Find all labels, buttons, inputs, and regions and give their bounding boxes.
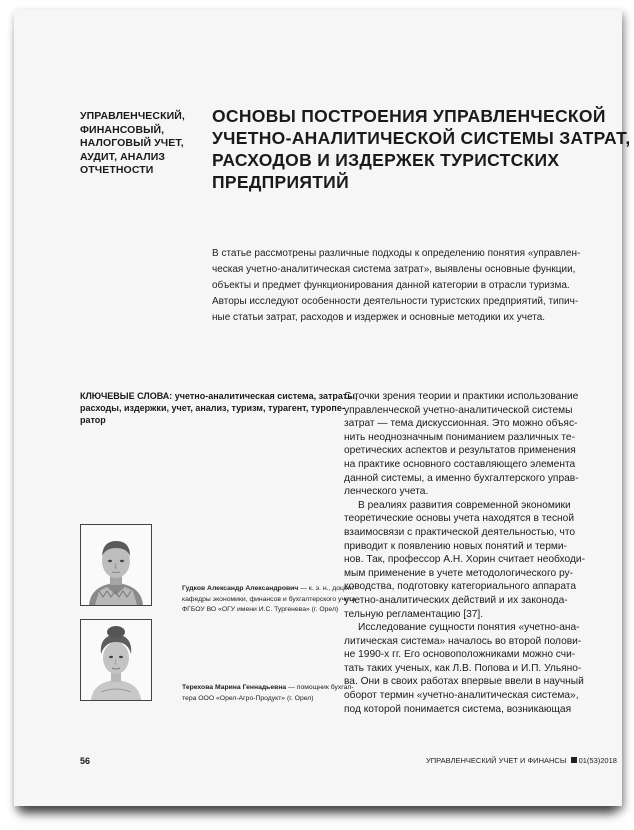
body-line: под которой понимается система, возникающая xyxy=(344,703,572,715)
section-line: НАЛОГОВЫЙ УЧЕТ, xyxy=(80,137,184,149)
journal-page xyxy=(14,10,631,806)
author-photo-2 xyxy=(80,619,152,701)
author-position: — помощник бухгал- xyxy=(286,684,354,691)
body-line: нить неоднозначным пониманием различных те- xyxy=(344,431,575,443)
body-line: не 1990-х гг. Его основоположниками можно счи- xyxy=(344,649,576,661)
author-affiliation: тера ООО «Орел-Агро-Продукт» (г. Орел) xyxy=(182,694,314,702)
woman-portrait-icon xyxy=(81,620,151,700)
author-affiliation: кафедры экономики, финансов и бухгалтерского учета xyxy=(182,595,356,603)
author-affiliation: ФГБОУ ВО «ОГУ имени И.С. Тургенева» (г. Орел) xyxy=(182,606,339,613)
author-info-2 xyxy=(182,683,354,704)
body-line: учетно-аналитических действий и их законода- xyxy=(344,594,568,606)
abstract-line: ные статьи затрат, расходов и издержек и основные методики их учета. xyxy=(212,312,546,323)
section-line: УПРАВЛЕНЧЕСКИЙ, xyxy=(80,110,185,122)
body-line: тать таких ученых, как Л.В. Попова и И.П. Ульяно- xyxy=(344,662,582,674)
abstract-line: Авторы исследуют особенности деятельности туристских предприятий, типич- xyxy=(212,296,579,307)
section-line: ФИНАНСОВЫЙ, xyxy=(80,123,165,136)
body-line: В реалиях развития современной экономики xyxy=(358,499,571,511)
keywords-line: ратор xyxy=(80,415,106,425)
body-line: ленческого учета. xyxy=(344,486,429,498)
abstract xyxy=(212,246,602,326)
author-photo-1 xyxy=(80,524,152,606)
body-line: на практике основного составляющего элемента xyxy=(344,458,576,470)
body-line: литическая система» началось во второй полови- xyxy=(344,635,582,647)
man-portrait-icon xyxy=(81,525,151,605)
section-line: ОТЧЕТНОСТИ xyxy=(80,164,154,176)
body-line: оретических аспектов и результатов применения xyxy=(344,445,576,457)
page-number: 56 xyxy=(80,756,91,766)
title-line: УЧЕТНО-АНАЛИТИЧЕСКОЙ СИСТЕМЫ ЗАТРАТ, xyxy=(212,128,631,148)
author-name: Гудков Александр Александрович xyxy=(182,585,299,592)
body-line: затрат — тема дискуссионная. Это можно объяс- xyxy=(344,418,578,430)
issue-number: 01(53)2018 xyxy=(578,756,617,765)
body-text xyxy=(344,390,604,716)
keywords-line: КЛЮЧЕВЫЕ СЛОВА: учетно-аналитическая система, затраты, xyxy=(80,391,358,401)
body-line: управленческой учетно-аналитической системы xyxy=(344,404,573,416)
article-title xyxy=(212,105,631,193)
author-info-1 xyxy=(182,584,356,616)
section-heading xyxy=(80,110,200,178)
journal-name: УПРАВЛЕНЧЕСКИЙ УЧЕТ И ФИНАНСЫ xyxy=(426,756,567,765)
author-position: — к. э. н., доцент xyxy=(298,585,355,592)
body-line: данной системы, а именно бухгалтерского управ- xyxy=(344,472,579,484)
body-line: нов. Так, профессор А.Н. Хорин считает необходи- xyxy=(344,554,585,566)
section-line: АУДИТ, АНАЛИЗ xyxy=(80,150,166,163)
author-name: Терехова Марина Геннадьевна xyxy=(182,684,287,691)
body-line: ководства, подготовку категориального аппарата xyxy=(344,581,577,593)
journal-footer xyxy=(426,756,617,765)
body-line: мым применение в учете методологического ру- xyxy=(344,567,573,579)
keywords xyxy=(80,390,358,426)
body-line: взаимосвязи с практической деятельностью, что xyxy=(344,526,576,538)
body-line: теоретические основы учета находятся в тесной xyxy=(344,513,575,525)
body-line: С точки зрения теории и практики использование xyxy=(344,391,579,402)
abstract-line: В статье рассмотрены различные подходы к определению понятия «управлен- xyxy=(212,248,581,259)
body-line: ва. Они в своих работах впервые ввели в научный xyxy=(344,676,584,688)
title-line: ОСНОВЫ ПОСТРОЕНИЯ УПРАВЛЕНЧЕСКОЙ xyxy=(212,106,606,126)
title-line: ПРЕДПРИЯТИЙ xyxy=(212,172,349,192)
body-line: приводит к появлению новых понятий и терми- xyxy=(344,540,567,552)
abstract-line: объекты и предмет функционирования данной категории в отрасли туризма. xyxy=(212,280,570,291)
body-line: оборот термин «учетно-аналитическая система», xyxy=(344,690,579,702)
square-bullet-icon xyxy=(571,757,577,763)
abstract-line: ческая учетно-аналитическая система затрат», выявлены основные функции, xyxy=(212,264,576,275)
keywords-line: расходы, издержки, учет, анализ, туризм, турагент, туропе- xyxy=(80,403,345,413)
body-line: Исследование сущности понятия «учетно-ана- xyxy=(358,622,580,634)
title-line: РАСХОДОВ И ИЗДЕРЖЕК ТУРИСТСКИХ xyxy=(212,150,560,170)
body-line: тельную регламентацию [37]. xyxy=(344,608,484,620)
